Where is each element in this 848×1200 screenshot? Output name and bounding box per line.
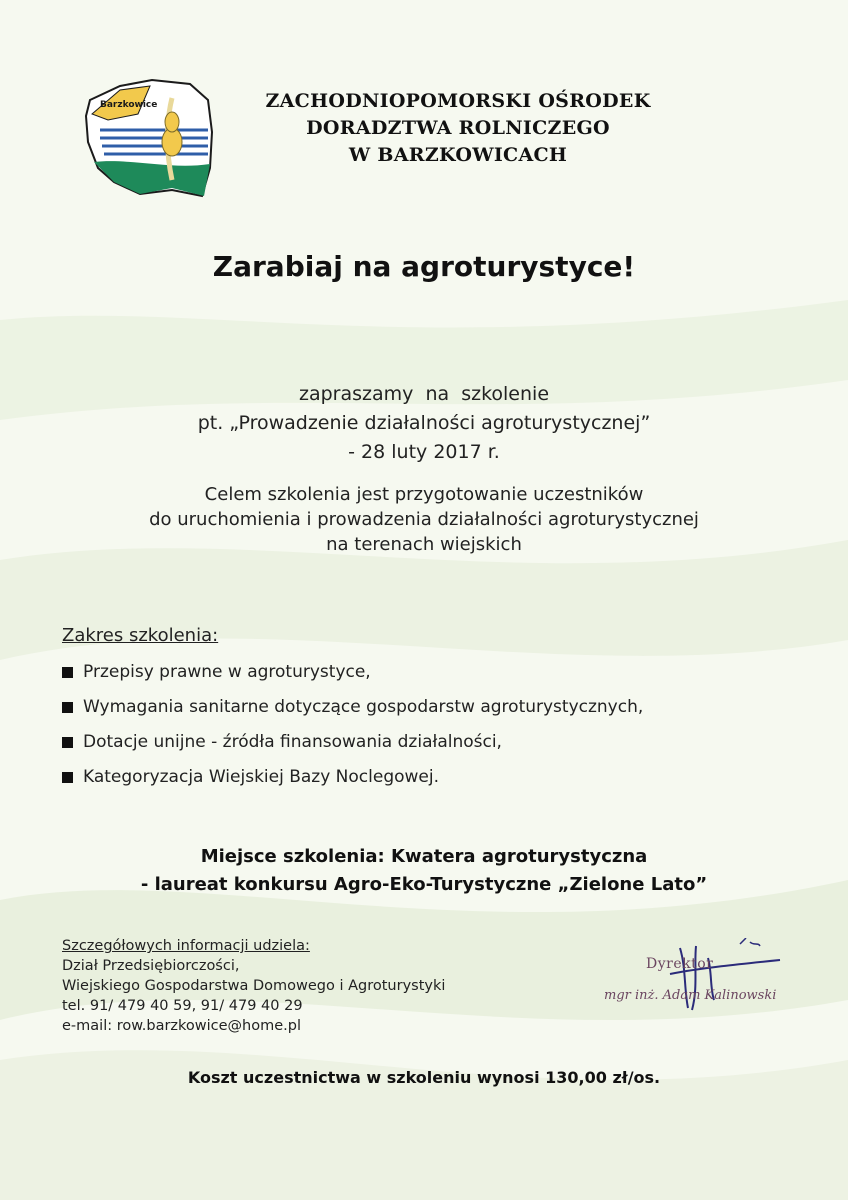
scope-heading: Zakres szkolenia: xyxy=(62,625,219,646)
goal-line-3: na terenach wiejskich xyxy=(326,534,522,555)
list-item xyxy=(62,760,643,795)
bullet-square-icon xyxy=(62,702,73,713)
list-item-text: Kategoryzacja Wiejskiej Bazy Noclegowej. xyxy=(83,767,440,787)
contact-email: e-mail: row.barzkowice@home.pl xyxy=(62,1018,302,1034)
org-line-2: DORADZTWA ROLNICZEGO xyxy=(306,117,610,139)
handwritten-signature xyxy=(600,938,800,1018)
odr-logo xyxy=(80,72,220,202)
goal-line-2: do uruchomienia i prowadzenia działalności agroturystycznej xyxy=(149,509,699,530)
list-item-text: Przepisy prawne w agroturystyce, xyxy=(83,662,371,682)
organization-name xyxy=(248,88,668,169)
list-item xyxy=(62,725,643,760)
place-line-1: Miejsce szkolenia: Kwatera agroturystyczna xyxy=(200,846,648,867)
goal-line-1: Celem szkolenia jest przygotowanie uczestników xyxy=(204,484,644,505)
training-goal xyxy=(0,482,848,557)
list-item xyxy=(62,655,643,690)
bullet-square-icon xyxy=(62,772,73,783)
place-line-2: - laureat konkursu Agro-Eko-Turystyczne „Zielone Lato” xyxy=(140,874,708,895)
list-item xyxy=(62,690,643,725)
training-place xyxy=(0,843,848,899)
scope-list xyxy=(62,655,643,795)
org-line-3: W BARZKOWICACH xyxy=(348,144,568,166)
invitation-line-2: pt. „Prowadzenie działalności agroturystycznej” xyxy=(197,412,651,434)
contact-line-2: Wiejskiego Gospodarstwa Domowego i Agroturystyki xyxy=(62,978,446,994)
stamp-name: mgr inż. Adam Kalinowski xyxy=(604,988,777,1003)
contact-info xyxy=(62,936,445,1036)
logo-town-label: Barzkowice xyxy=(100,100,158,110)
org-line-1: ZACHODNIOPOMORSKI OŚRODEK xyxy=(265,90,651,112)
list-item-text: Dotacje unijne - źródła finansowania działalności, xyxy=(83,732,502,752)
contact-phone: tel. 91/ 479 40 59, 91/ 479 40 29 xyxy=(62,998,303,1014)
invitation xyxy=(0,380,848,467)
stamp-title: Dyrektor xyxy=(646,956,714,972)
page-title: Zarabiaj na agroturystyce! xyxy=(212,250,636,283)
invitation-line-1: zapraszamy na szkolenie xyxy=(298,383,550,405)
participation-cost: Koszt uczestnictwa w szkoleniu wynosi 130,00 zł/os. xyxy=(187,1068,661,1087)
contact-line-1: Dział Przedsiębiorczości, xyxy=(62,958,240,974)
invitation-line-3: - 28 luty 2017 r. xyxy=(348,441,500,463)
list-item-text: Wymagania sanitarne dotyczące gospodarstw agroturystycznych, xyxy=(83,697,644,717)
bullet-square-icon xyxy=(62,667,73,678)
bullet-square-icon xyxy=(62,737,73,748)
contact-heading: Szczegółowych informacji udziela: xyxy=(62,938,310,954)
